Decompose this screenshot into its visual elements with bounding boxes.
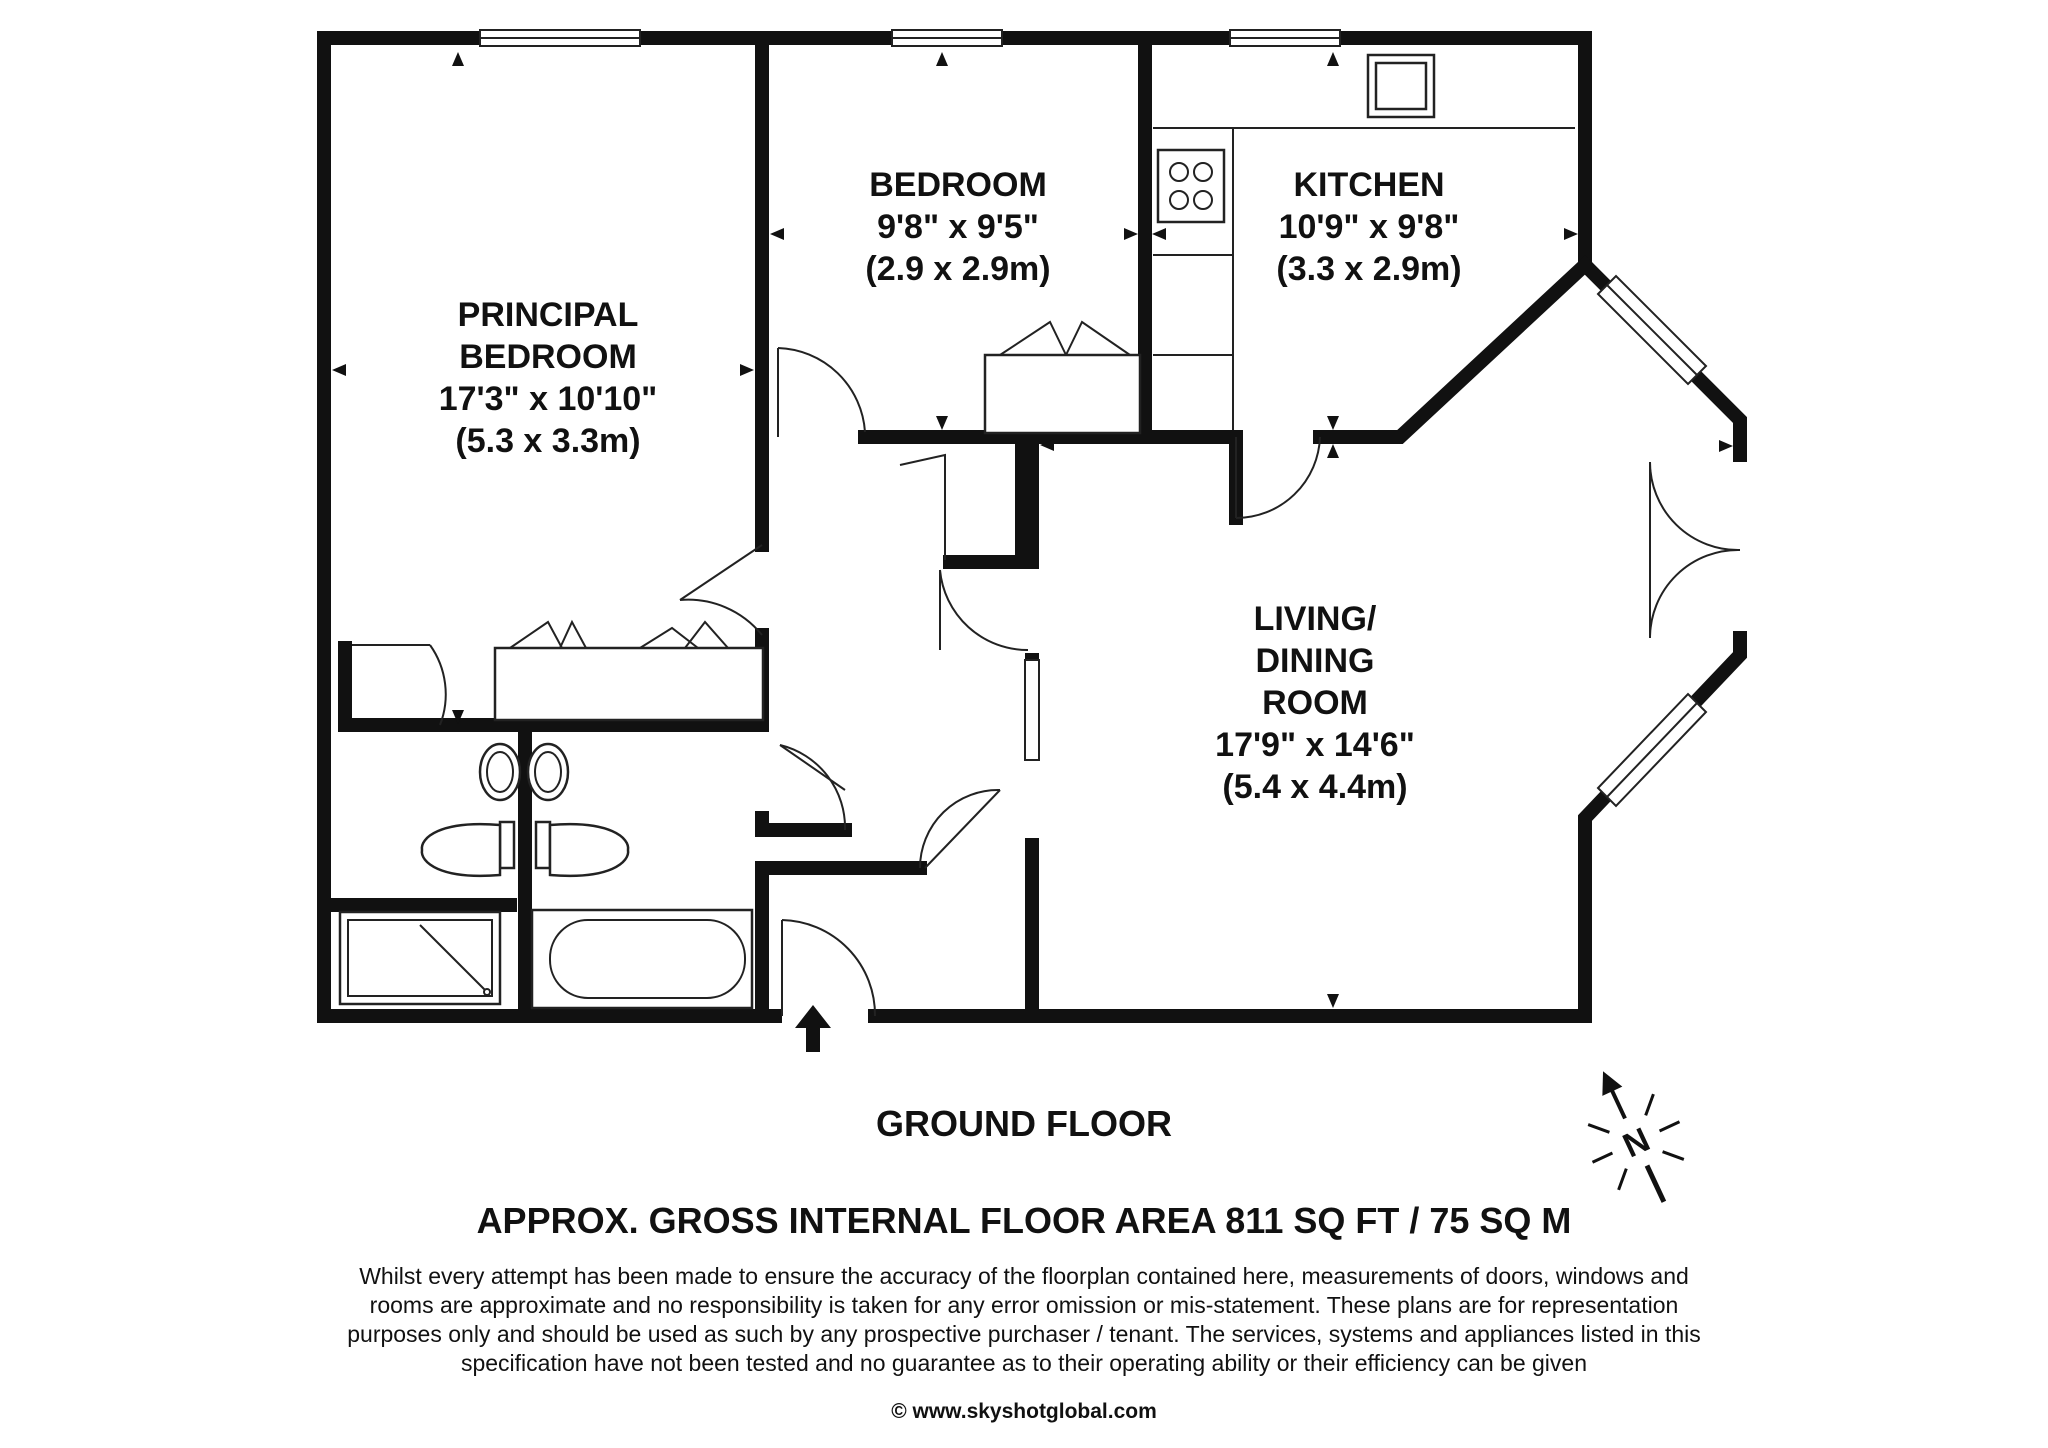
- kitchen-name: KITCHEN: [1293, 166, 1445, 204]
- living-name-3: ROOM: [1262, 684, 1368, 722]
- living-metric: (5.4 x 4.4m): [1222, 768, 1408, 806]
- copyright-link[interactable]: © www.skyshotglobal.com: [891, 1400, 1157, 1423]
- disclaimer-line: Whilst every attempt has been made to ensure the accuracy of the floorplan contained here, measurements of doors, windows and: [359, 1263, 1689, 1289]
- disclaimer-line: rooms are approximate and no responsibility is taken for any error omission or mis-statement. These plans are for representation: [369, 1292, 1679, 1318]
- bedroom-imperial: 9'8" x 9'5": [877, 208, 1039, 246]
- living-name-1: LIVING/: [1253, 600, 1377, 638]
- room-kitchen: [1276, 166, 1461, 288]
- bedroom-metric: (2.9 x 2.9m): [865, 250, 1051, 288]
- compass-letter: N: [1617, 1120, 1656, 1166]
- principal-bedroom-imperial: 17'3" x 10'10": [438, 380, 658, 418]
- disclaimer-line: purposes only and should be used as such by any prospective purchaser / tenant. The services, systems and appliances listed in this: [347, 1321, 1701, 1347]
- principal-bedroom-name-1: PRINCIPAL: [457, 296, 639, 334]
- room-principal-bedroom: [439, 296, 658, 460]
- bathroom-fittings: [340, 744, 752, 1008]
- kitchen-imperial: 10'9" x 9'8": [1278, 208, 1460, 246]
- living-name-2: DINING: [1255, 642, 1375, 680]
- room-living-dining: [1215, 600, 1415, 806]
- disclaimer-line: specification have not been tested and no guarantee as to their operating ability or their efficiency can be given: [460, 1350, 1588, 1376]
- entrance-arrow-icon: [795, 1005, 831, 1052]
- bedroom-name: BEDROOM: [869, 166, 1047, 204]
- floor-label: GROUND FLOOR: [876, 1103, 1172, 1144]
- principal-bedroom-name-2: BEDROOM: [459, 338, 637, 376]
- principal-bedroom-metric: (5.3 x 3.3m): [455, 422, 641, 460]
- kitchen-metric: (3.3 x 2.9m): [1276, 250, 1462, 288]
- disclaimer: [0, 1262, 2048, 1378]
- room-bedroom: [865, 166, 1050, 288]
- area-label: APPROX. GROSS INTERNAL FLOOR AREA 811 SQ FT / 75 SQ M: [476, 1200, 1572, 1241]
- living-imperial: 17'9" x 14'6": [1215, 726, 1415, 764]
